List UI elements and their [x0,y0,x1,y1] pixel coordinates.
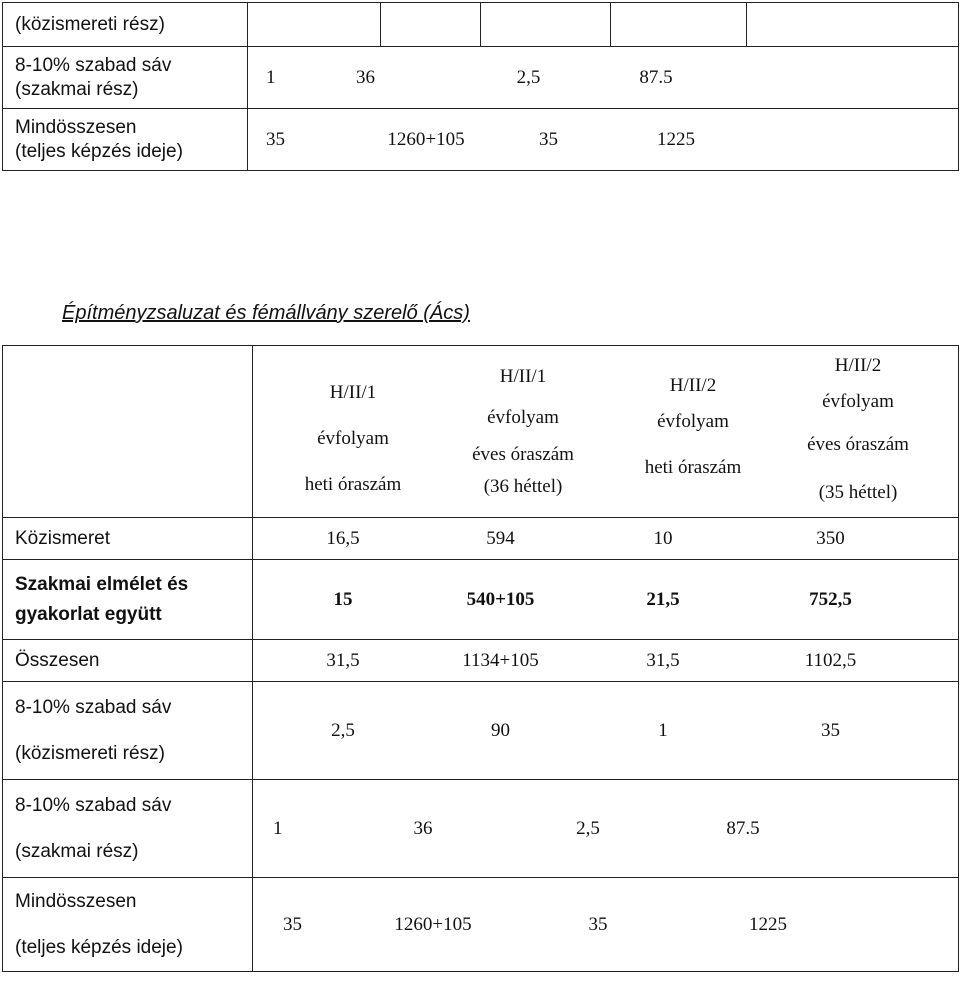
value-cell: 36 [356,66,375,88]
header-cell [253,346,959,518]
row-label-line: Szakmai elmélet és [15,573,189,595]
value-cell: 350 [816,527,845,549]
value-cell: 87.5 [726,817,760,839]
value-cell: 1 [266,66,276,88]
value-cell: 594 [486,527,515,549]
row-label: Közismeret [3,518,253,560]
empty-cell [747,3,959,47]
value-cell: 35 [821,719,840,741]
row-label-line: (közismereti rész) [15,742,165,764]
value-cell: 1260+105 [394,913,472,935]
value-cell: 752,5 [809,588,852,610]
header-empty-cell [3,346,253,518]
header-col-2: H/II/1 évfolyam éves óraszám (36 héttel) [472,365,574,497]
value-cell: 1 [658,719,668,741]
value-cell: 1260+105 [387,128,465,150]
value-cell: 36 [413,817,433,839]
value-cell: 1134+105 [462,649,539,671]
table-row [3,640,959,682]
value-cell: 35 [283,913,302,935]
table-row [3,3,959,47]
row-label [3,109,248,171]
row-label [3,780,253,878]
table-row [3,878,959,972]
value-cell: 540+105 [466,588,535,610]
value-cell: 15 [333,588,353,610]
value-cell: 2,5 [576,817,600,839]
table-row [3,780,959,878]
row-label [3,682,253,780]
value-cell: 2,5 [516,66,541,88]
header-col-3: H/II/2 évfolyam heti óraszám [644,374,742,478]
value-cell: 31,5 [646,649,680,671]
row-label: Összesen [3,640,253,682]
row-label [3,47,248,109]
table-row [3,109,959,171]
value-cell: 31,5 [326,649,360,671]
row-label-line: Mindösszesen [15,116,137,138]
value-cell: 1225 [657,128,695,150]
values-cell [248,47,959,109]
value-cell: 87.5 [639,66,673,88]
value-cell: 1 [273,817,283,839]
table-row [3,518,959,560]
table-row [3,47,959,109]
value-cell: 1102,5 [804,649,857,671]
row-label-line: (teljes képzés ideje) [15,936,183,958]
row-label-line: 8-10% szabad sáv [15,794,172,816]
value-cell: 1225 [749,913,787,935]
row-label: (közismereti rész) [3,3,248,47]
value-cell: 90 [491,719,510,741]
table-caption: Építményzsaluzat és fémállvány szerelő (Ács) [62,302,470,324]
header-col-1: H/II/1 évfolyam heti óraszám [304,381,402,495]
value-cell: 10 [653,527,673,549]
value-cell: 21,5 [646,588,680,610]
values-cell [253,560,959,640]
row-label-line: Mindösszesen [15,890,137,912]
value-cell: 16,5 [326,527,360,549]
row-label [3,560,253,640]
top-table [2,2,959,171]
row-label-line: gyakorlat együtt [15,603,162,625]
value-cell: 2,5 [331,719,355,741]
table-row [3,560,959,640]
values-cell [253,878,959,972]
row-label-line: 8-10% szabad sáv [15,54,172,76]
value-cell: 35 [539,128,558,150]
values-cell [248,109,959,171]
empty-cell [611,3,747,47]
empty-cell [481,3,611,47]
main-table [2,345,959,972]
empty-cell [248,3,381,47]
row-label-line: (teljes képzés ideje) [15,140,183,162]
row-label-line: (szakmai rész) [15,840,139,862]
row-label [3,878,253,972]
value-cell: 35 [266,128,285,150]
values-cell [253,682,959,780]
row-label-line: (szakmai rész) [15,78,139,100]
header-row [3,346,959,518]
row-label-line: 8-10% szabad sáv [15,696,172,718]
values-cell [253,640,959,682]
value-cell: 35 [588,913,608,935]
table-row [3,682,959,780]
values-cell [253,780,959,878]
values-cell [253,518,959,560]
empty-cell [381,3,481,47]
header-col-4: H/II/2 évfolyam éves óraszám (35 héttel) [807,354,909,503]
